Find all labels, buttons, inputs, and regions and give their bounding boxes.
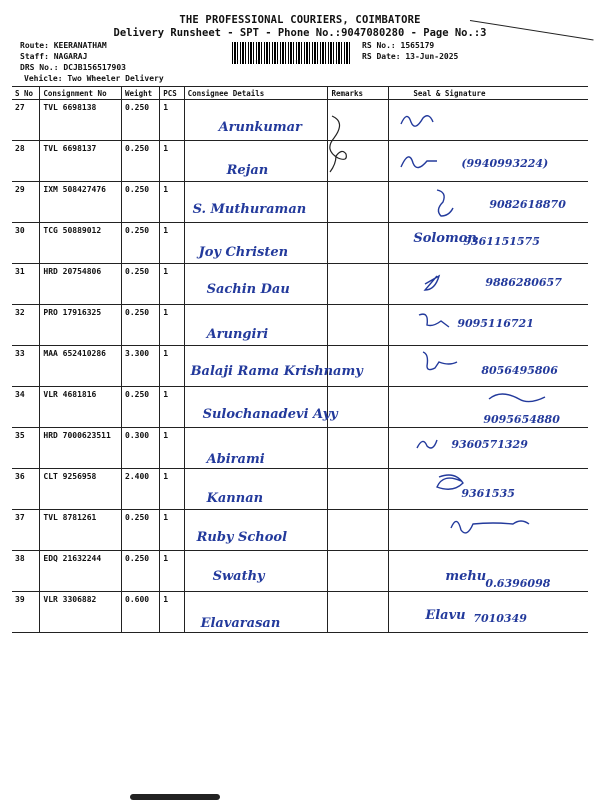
company-title: THE PROFESSIONAL COURIERS, COIMBATORE <box>179 14 421 26</box>
row-weight: 0.250 <box>122 182 160 223</box>
row-pcs: 1 <box>160 223 184 264</box>
scan-edge-mark <box>130 794 220 800</box>
row-remarks <box>328 592 389 633</box>
row-sno: 38 <box>12 551 40 592</box>
row-consignment: VLR 4681816 <box>40 387 122 428</box>
row-signature-cell <box>389 428 588 469</box>
row-signature-cell <box>389 346 588 387</box>
row-sno: 34 <box>12 387 40 428</box>
row-weight: 0.250 <box>122 551 160 592</box>
row-weight: 0.250 <box>122 387 160 428</box>
col-weight: Weight <box>122 87 160 100</box>
row-consignee-cell <box>184 264 328 305</box>
row-weight: 0.250 <box>122 141 160 182</box>
consignee-handwritten-name: Sulochanadevi Ayy <box>202 407 338 422</box>
row-remarks <box>328 264 389 305</box>
consignee-handwritten-name: Abirami <box>206 452 265 467</box>
rs-number: RS No.: 1565179 <box>362 41 435 50</box>
row-pcs: 1 <box>160 100 184 141</box>
drs-label: DRS No.: DCJB156517903 <box>20 63 126 72</box>
runsheet-table <box>12 86 588 633</box>
row-signature-cell <box>389 264 588 305</box>
bracket-mark <box>318 112 358 182</box>
row-consignee-cell <box>184 100 328 141</box>
row-consignment: HRD 20754806 <box>40 264 122 305</box>
table-row <box>12 551 588 592</box>
handwritten-phone: 9360571329 <box>451 438 528 451</box>
row-consignee-cell <box>184 346 363 387</box>
row-consignment: VLR 3306882 <box>40 592 122 633</box>
signature-text: Elavu <box>425 608 466 623</box>
table-header <box>12 87 588 100</box>
row-weight: 0.300 <box>122 428 160 469</box>
table-row <box>12 428 588 469</box>
consignee-handwritten-name: Joy Christen <box>198 245 289 260</box>
row-consignee-cell <box>184 551 328 592</box>
row-pcs: 1 <box>160 428 184 469</box>
row-signature-cell <box>389 305 588 346</box>
route-label: Route: KEERANATHAM <box>20 41 107 50</box>
rs-date: RS Date: 13-Jun-2025 <box>362 52 459 61</box>
row-signature-cell <box>389 223 588 264</box>
staff-label: Staff: NAGARAJ <box>20 52 88 61</box>
handwritten-phone: 8056495806 <box>481 364 558 377</box>
row-pcs: 1 <box>160 469 184 510</box>
row-sno: 28 <box>12 141 40 182</box>
consignee-handwritten-name: Kannan <box>206 491 264 506</box>
row-consignee-cell <box>184 510 328 551</box>
row-sno: 29 <box>12 182 40 223</box>
row-weight: 0.250 <box>122 264 160 305</box>
handwritten-phone: 9095116721 <box>457 317 534 330</box>
row-remarks <box>328 551 389 592</box>
table-row <box>12 469 588 510</box>
table-row <box>12 223 588 264</box>
row-consignment: TCG 50889012 <box>40 223 122 264</box>
row-remarks <box>328 223 389 264</box>
row-signature-cell <box>389 510 588 551</box>
row-consignee-cell <box>184 141 328 182</box>
handwritten-phone: 9361151575 <box>463 235 540 248</box>
row-pcs: 1 <box>160 592 184 633</box>
row-sno: 32 <box>12 305 40 346</box>
row-signature-cell <box>389 592 588 633</box>
col-sno: S No <box>12 87 40 100</box>
row-weight: 0.600 <box>122 592 160 633</box>
row-pcs: 1 <box>160 141 184 182</box>
table-row <box>12 100 588 141</box>
handwritten-phone: 7010349 <box>473 612 527 625</box>
col-seal: Seal & Signature <box>389 87 588 100</box>
col-consignment: Consignment No <box>40 87 122 100</box>
col-remarks: Remarks <box>328 87 389 100</box>
row-remarks <box>328 428 389 469</box>
barcode <box>232 42 350 64</box>
row-weight: 0.250 <box>122 305 160 346</box>
consignee-handwritten-name: Sachin Dau <box>206 282 290 297</box>
row-signature-cell <box>389 387 588 428</box>
row-consignment: MAA 652410286 <box>40 346 122 387</box>
row-signature-cell <box>389 551 588 592</box>
row-weight: 3.300 <box>122 346 160 387</box>
row-remarks <box>328 510 389 551</box>
row-consignment: EDQ 21632244 <box>40 551 122 592</box>
table-row <box>12 182 588 223</box>
signature-text: Solomon <box>413 231 477 246</box>
row-pcs: 1 <box>160 264 184 305</box>
consignee-handwritten-name: Rejan <box>226 163 269 178</box>
row-sno: 37 <box>12 510 40 551</box>
handwritten-phone: 9886280657 <box>485 276 562 289</box>
row-consignee-cell <box>184 387 338 428</box>
row-sno: 30 <box>12 223 40 264</box>
consignee-handwritten-name: Balaji Rama Krishnamy <box>190 364 363 379</box>
row-consignee-cell <box>184 182 328 223</box>
row-sno: 31 <box>12 264 40 305</box>
row-consignee-cell <box>184 428 328 469</box>
table-row <box>12 510 588 551</box>
row-sno: 36 <box>12 469 40 510</box>
row-consignment: TVL 6698138 <box>40 100 122 141</box>
row-remarks <box>328 305 389 346</box>
row-pcs: 1 <box>160 305 184 346</box>
row-consignment: CLT 9256958 <box>40 469 122 510</box>
table-row <box>12 141 588 182</box>
table-row <box>12 592 588 633</box>
row-consignment: HRD 7000623511 <box>40 428 122 469</box>
col-pcs: PCS <box>160 87 184 100</box>
signature-scribble <box>393 512 573 548</box>
row-consignment: TVL 8781261 <box>40 510 122 551</box>
row-consignee-cell <box>184 223 328 264</box>
row-weight: 2.400 <box>122 469 160 510</box>
handwritten-phone: (9940993224) <box>461 157 549 170</box>
row-sno: 35 <box>12 428 40 469</box>
handwritten-phone: 9095654880 <box>483 413 560 426</box>
row-consignment: TVL 6698137 <box>40 141 122 182</box>
row-weight: 0.250 <box>122 100 160 141</box>
row-consignee-cell <box>184 592 328 633</box>
table-row <box>12 305 588 346</box>
row-consignee-cell <box>184 305 328 346</box>
row-consignee-cell <box>184 469 328 510</box>
consignee-handwritten-name: Elavarasan <box>200 616 281 631</box>
handwritten-phone: 9082618870 <box>489 198 566 211</box>
row-sno: 39 <box>12 592 40 633</box>
vehicle-label: Vehicle: Two Wheeler Delivery <box>24 74 164 83</box>
row-signature-cell <box>389 469 588 510</box>
handwritten-phone: 9361535 <box>461 487 515 500</box>
row-signature-cell <box>389 182 588 223</box>
row-remarks <box>328 469 389 510</box>
row-pcs: 1 <box>160 182 184 223</box>
consignee-handwritten-name: Arungiri <box>206 327 269 342</box>
row-signature-cell <box>389 141 588 182</box>
row-weight: 0.250 <box>122 510 160 551</box>
consignee-handwritten-name: Swathy <box>212 569 265 584</box>
row-consignment: IXM 508427476 <box>40 182 122 223</box>
row-sno: 33 <box>12 346 40 387</box>
row-pcs: 1 <box>160 387 184 428</box>
row-pcs: 1 <box>160 346 184 387</box>
row-remarks <box>328 182 389 223</box>
row-consignment: PRO 17916325 <box>40 305 122 346</box>
row-remarks <box>328 346 389 387</box>
row-signature-cell <box>389 100 588 141</box>
signature-text: mehu <box>445 569 487 584</box>
consignee-handwritten-name: Arunkumar <box>218 120 302 135</box>
col-consignee: Consignee Details <box>184 87 328 100</box>
row-sno: 27 <box>12 100 40 141</box>
consignee-handwritten-name: S. Muthuraman <box>192 202 307 217</box>
consignee-handwritten-name: Ruby School <box>196 530 288 545</box>
table-row <box>12 264 588 305</box>
row-pcs: 1 <box>160 510 184 551</box>
signature-scribble <box>393 102 573 138</box>
row-weight: 0.250 <box>122 223 160 264</box>
table-row <box>12 387 588 428</box>
row-remarks <box>328 387 389 428</box>
row-pcs: 1 <box>160 551 184 592</box>
table-row <box>12 346 588 387</box>
runsheet-title: Delivery Runsheet - SPT - Phone No.:9047080280 - Page No.:3 <box>113 27 487 39</box>
handwritten-phone: 0.6396098 <box>485 577 551 590</box>
